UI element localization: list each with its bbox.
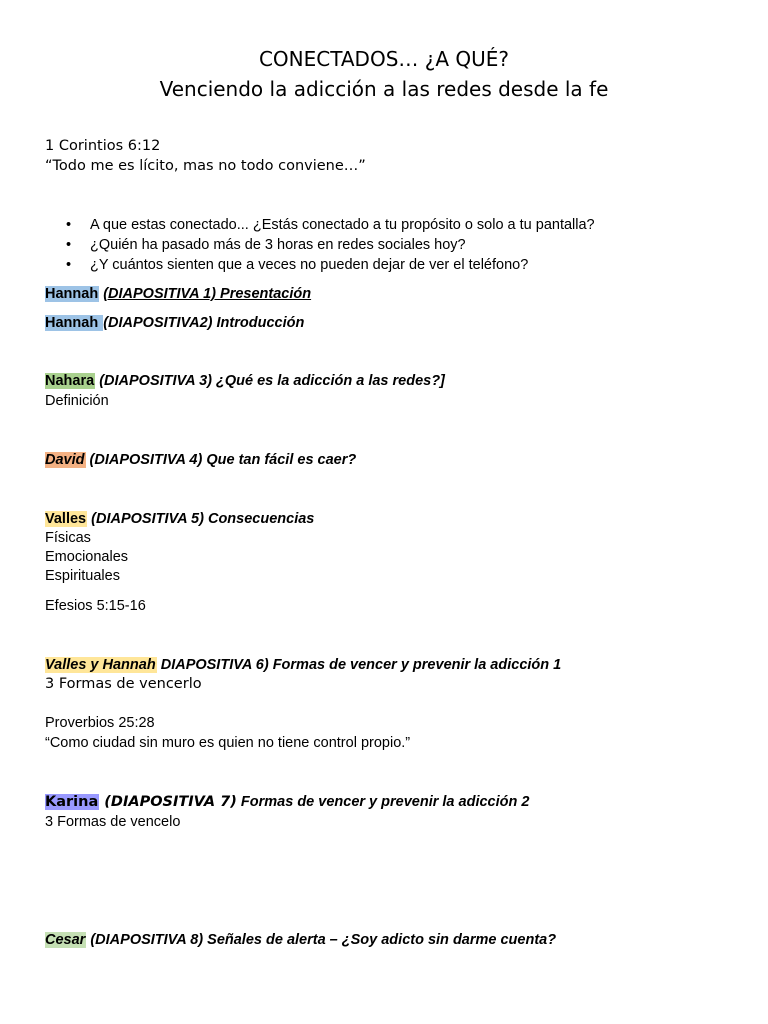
speaker-valles-hannah: Valles y Hannah (45, 657, 156, 673)
slide-5-item: Emocionales (45, 549, 129, 565)
document-title: CONECTADOS… ¿A QUÉ? (258, 47, 510, 71)
slide-8-line (45, 931, 556, 950)
intro-reference: 1 Corintios 6:12 (45, 138, 161, 154)
list-item: • ¿Quién ha pasado más de 3 horas en redes sociales hoy? (45, 235, 595, 255)
slide-1-title: (DIAPOSITIVA 1) Presentación (103, 286, 312, 302)
slide-5-verse: Efesios 5:15-16 (45, 598, 146, 614)
slide-7-title-a: (DIAPOSITIVA 7) (99, 794, 237, 810)
slide-4-line (45, 451, 356, 470)
list-item: • ¿Y cuántos sienten que a veces no pueden dejar de ver el teléfono? (45, 255, 595, 275)
speaker-valles: Valles (45, 511, 87, 527)
slide-2-title: (DIAPOSITIVA2) Introducción (103, 315, 305, 331)
speaker-nahara: Nahara (45, 373, 95, 389)
intro-quote: “Todo me es lícito, mas no todo conviene…” (45, 158, 366, 174)
slide-7-line (45, 793, 529, 812)
slide-5-line (45, 510, 314, 529)
slide-6-note: 3 Formas de vencerlo (45, 676, 202, 692)
slide-2-line (45, 314, 304, 333)
slide-4-title: (DIAPOSITIVA 4) Que tan fácil es caer? (85, 452, 357, 468)
slide-3-note: Definición (45, 393, 109, 409)
intro-bullet-list (45, 215, 595, 275)
slide-3-line (45, 372, 445, 391)
speaker-cesar: Cesar (45, 932, 86, 948)
speaker-hannah: Hannah (45, 315, 103, 331)
slide-3-title: (DIAPOSITIVA 3) ¿Qué es la adicción a las redes?] (95, 373, 445, 389)
slide-6-line (45, 656, 561, 675)
slide-8-title: (DIAPOSITIVA 8) Señales de alerta – ¿Soy adicto sin darme cuenta? (86, 932, 557, 948)
slide-6-title: DIAPOSITIVA 6) Formas de vencer y prevenir la adicción 1 (156, 657, 562, 673)
slide-7-title-b: Formas de vencer y prevenir la adicción 2 (236, 794, 530, 810)
slide-6-verse-ref: Proverbios 25:28 (45, 715, 155, 731)
slide-6-verse: “Como ciudad sin muro es quien no tiene control propio.” (45, 735, 411, 751)
speaker-karina: Karina (45, 794, 99, 810)
speaker-hannah: Hannah (45, 286, 99, 302)
slide-5-item: Espirituales (45, 568, 120, 584)
list-item: • A que estas conectado... ¿Estás conectado a tu propósito o solo a tu pantalla? (45, 215, 595, 235)
slide-7-note: 3 Formas de vencelo (45, 814, 181, 830)
slide-5-item: Físicas (45, 530, 91, 546)
document-subtitle: Venciendo la adicción a las redes desde la fe (159, 77, 609, 101)
speaker-david: David (45, 452, 85, 468)
slide-1-line (45, 285, 311, 304)
slide-5-title: (DIAPOSITIVA 5) Consecuencias (87, 511, 315, 527)
